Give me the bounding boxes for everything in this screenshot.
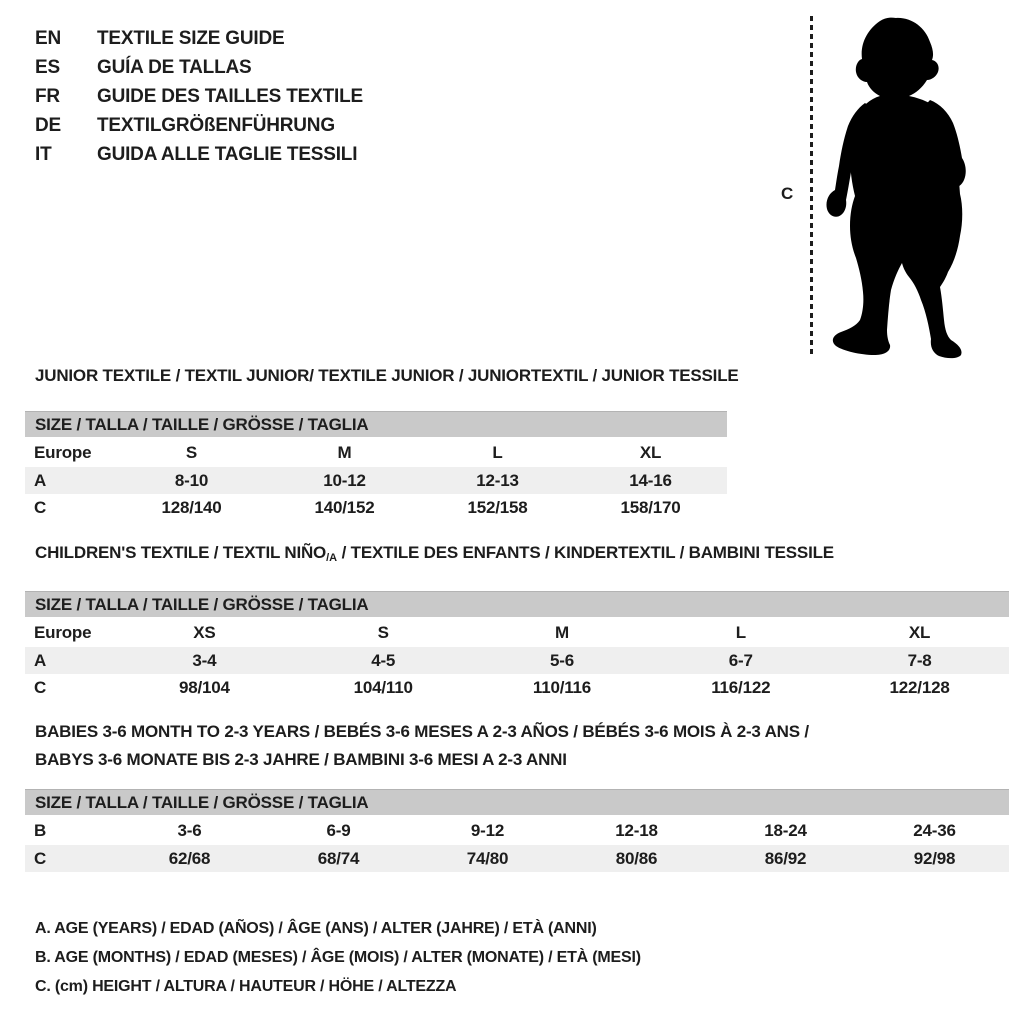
junior-size-table [25,411,727,521]
language-code: ES [35,57,60,78]
measure-definitions [35,914,641,1001]
table-cell: 7-8 [907,651,932,670]
language-row-es [35,53,363,82]
table-cell: S [185,443,198,462]
toddler-silhouette-icon [820,10,970,360]
language-row-fr [35,82,363,111]
table-cell: 104/110 [353,678,413,697]
babies-size-table [25,789,1009,872]
table-cell: 8-10 [174,471,209,490]
table-cell: XS [193,623,216,642]
table-cell: 9-12 [470,821,505,840]
size-header-bar: SIZE / TALLA / TAILLE / GRÖSSE / TAGLIA [25,411,727,437]
table-cell: 10-12 [323,471,366,490]
table-row [25,647,1009,674]
children-title-text: CHILDREN'S TEXTILE / TEXTIL NIÑO [35,543,327,562]
language-row-de [35,111,363,140]
table-cell: M [555,623,569,642]
language-row-it [35,140,363,169]
table-row [25,619,1009,647]
children-section-title [35,543,834,568]
language-row-en [35,24,363,53]
row-label: Europe [34,443,92,462]
table-cell: 14-16 [629,471,672,490]
row-label: C [34,849,47,868]
language-code: EN [35,28,61,49]
table-row [25,439,727,467]
language-code: FR [35,86,60,107]
table-cell: XL [908,623,931,642]
junior-section-title: JUNIOR TEXTILE / TEXTIL JUNIOR/ TEXTILE JUNIOR / JUNIORTEXTIL / JUNIOR TESSILE [35,366,739,385]
table-cell: 86/92 [764,849,807,868]
footnote-c: C. (cm) HEIGHT / ALTURA / HAUTEUR / HÖHE / ALTEZZA [35,978,457,995]
row-label: A [34,651,47,670]
table-cell: 12-18 [615,821,658,840]
table-row [25,467,727,494]
table-cell: L [492,443,503,462]
table-cell: 12-13 [476,471,519,490]
language-title: GUIDA ALLE TAGLIE TESSILI [97,144,358,165]
table-cell: 158/170 [620,498,681,517]
table-row [25,494,727,521]
size-header-bar: SIZE / TALLA / TAILLE / GRÖSSE / TAGLIA [25,591,1009,617]
table-cell: 6-7 [728,651,753,670]
table-cell: 122/128 [889,678,950,697]
table-cell: 110/116 [532,678,592,697]
children-size-table [25,591,1009,701]
row-label: C [34,498,47,517]
table-cell: 3-4 [192,651,217,670]
table-cell: L [735,623,746,642]
footnote-b: B. AGE (MONTHS) / EDAD (MESES) / ÂGE (MOIS) / ALTER (MONATE) / ETÀ (MESI) [35,949,641,966]
table-cell: 62/68 [168,849,211,868]
children-title-text: / TEXTILE DES ENFANTS / KINDERTEXTIL / BAMBINI TESSILE [337,543,834,562]
table-cell: 80/86 [615,849,658,868]
table-cell: 98/104 [179,678,230,697]
row-label: A [34,471,47,490]
row-label: B [34,821,47,840]
table-row [25,845,1009,872]
babies-title-line1: BABIES 3-6 MONTH TO 2-3 YEARS / BEBÉS 3-6 MESES A 2-3 AÑOS / BÉBÉS 3-6 MOIS À 2-3 ANS / [35,722,809,741]
language-title-list [35,24,363,169]
table-cell: 4-5 [371,651,396,670]
table-cell: XL [639,443,662,462]
height-measure-label: C [781,184,794,203]
table-cell: 6-9 [326,821,351,840]
table-row [25,817,1009,845]
size-header-bar: SIZE / TALLA / TAILLE / GRÖSSE / TAGLIA [25,789,1009,815]
children-title-subscript: /A [326,552,338,564]
table-cell: 74/80 [466,849,509,868]
language-title: TEXTILE SIZE GUIDE [97,28,285,49]
height-measure-dashed-line [810,16,813,354]
row-label: Europe [34,623,92,642]
table-cell: 152/158 [467,498,528,517]
table-cell: S [377,623,389,642]
footnote-a: A. AGE (YEARS) / EDAD (AÑOS) / ÂGE (ANS) / ALTER (JAHRE) / ETÀ (ANNI) [35,920,597,937]
table-cell: 140/152 [314,498,375,517]
table-row [25,674,1009,701]
language-title: GUIDE DES TAILLES TEXTILE [97,86,363,107]
language-title: GUÍA DE TALLAS [97,57,252,78]
table-cell: 5-6 [550,651,574,670]
table-cell: 116/122 [711,678,771,697]
language-code: DE [35,115,61,136]
table-cell: 3-6 [177,821,202,840]
language-title: TEXTILGRÖßENFÜHRUNG [97,115,335,136]
table-cell: 92/98 [913,849,956,868]
babies-section-title [35,718,809,774]
table-cell: 68/74 [317,849,360,868]
babies-title-line2: BABYS 3-6 MONATE BIS 2-3 JAHRE / BAMBINI 3-6 MESI A 2-3 ANNI [35,750,567,769]
language-code: IT [35,144,52,165]
table-cell: 18-24 [764,821,807,840]
row-label: C [34,678,47,697]
table-cell: 24-36 [913,821,956,840]
table-cell: M [337,443,352,462]
table-cell: 128/140 [161,498,222,517]
